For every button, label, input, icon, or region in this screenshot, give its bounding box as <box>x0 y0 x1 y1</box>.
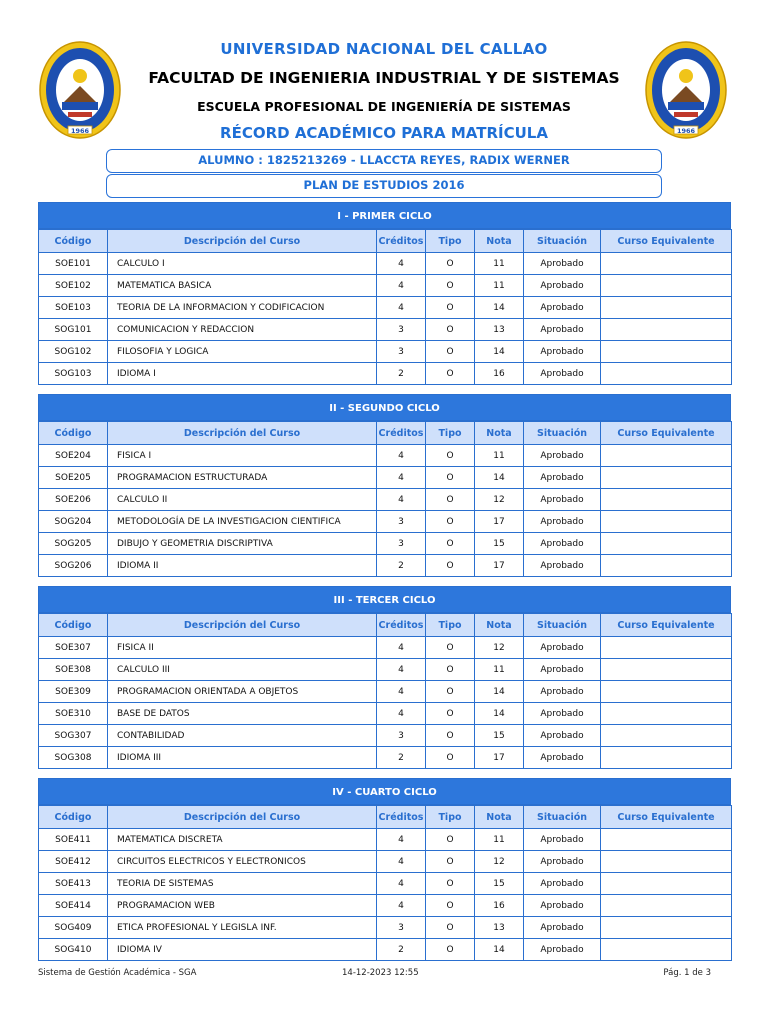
column-header: Código <box>39 230 108 253</box>
column-header: Código <box>39 422 108 445</box>
student-info-box: ALUMNO : 1825213269 - LLACCTA REYES, RADIX WERNER <box>106 149 662 173</box>
table-cell: SOE307 <box>39 637 108 659</box>
column-header: Código <box>39 614 108 637</box>
column-header: Tipo <box>426 422 475 445</box>
table-cell: O <box>426 637 475 659</box>
courses-table <box>38 421 732 577</box>
table-cell: O <box>426 533 475 555</box>
table-row <box>39 297 732 319</box>
table-cell: SOE413 <box>39 873 108 895</box>
table-cell: Aprobado <box>524 681 601 703</box>
table-cell: 14 <box>475 703 524 725</box>
table-cell: SOE205 <box>39 467 108 489</box>
column-header: Situación <box>524 230 601 253</box>
table-cell: SOE102 <box>39 275 108 297</box>
table-cell: Aprobado <box>524 829 601 851</box>
table-cell: 15 <box>475 873 524 895</box>
cycle-title: I - PRIMER CICLO <box>38 202 731 229</box>
table-cell: 14 <box>475 939 524 961</box>
table-cell <box>601 445 732 467</box>
table-row <box>39 895 732 917</box>
table-cell: PROGRAMACION WEB <box>108 895 377 917</box>
table-cell: 4 <box>377 467 426 489</box>
table-cell: O <box>426 297 475 319</box>
table-cell: 17 <box>475 747 524 769</box>
table-cell: Aprobado <box>524 533 601 555</box>
table-cell: SOE204 <box>39 445 108 467</box>
table-cell: O <box>426 253 475 275</box>
table-cell: O <box>426 917 475 939</box>
table-cell: SOG308 <box>39 747 108 769</box>
table-cell: TEORIA DE SISTEMAS <box>108 873 377 895</box>
table-cell: FISICA II <box>108 637 377 659</box>
table-cell: 4 <box>377 489 426 511</box>
table-cell <box>601 297 732 319</box>
table-cell: O <box>426 489 475 511</box>
table-cell: 2 <box>377 363 426 385</box>
table-cell: IDIOMA IV <box>108 939 377 961</box>
table-cell: SOG102 <box>39 341 108 363</box>
table-cell: 11 <box>475 445 524 467</box>
table-cell: Aprobado <box>524 489 601 511</box>
table-cell: 17 <box>475 511 524 533</box>
table-cell: SOG103 <box>39 363 108 385</box>
table-cell <box>601 511 732 533</box>
table-cell: O <box>426 467 475 489</box>
table-cell <box>601 533 732 555</box>
table-cell: Aprobado <box>524 895 601 917</box>
table-cell: SOE414 <box>39 895 108 917</box>
table-row <box>39 555 732 577</box>
table-cell: 15 <box>475 533 524 555</box>
table-cell: 13 <box>475 319 524 341</box>
courses-table <box>38 805 732 961</box>
cycle-title: II - SEGUNDO CICLO <box>38 394 731 421</box>
column-header: Descripción del Curso <box>108 614 377 637</box>
table-cell: 2 <box>377 939 426 961</box>
table-cell: SOE103 <box>39 297 108 319</box>
table-cell: SOG307 <box>39 725 108 747</box>
table-cell: SOE412 <box>39 851 108 873</box>
column-header: Créditos <box>377 230 426 253</box>
table-cell: Aprobado <box>524 917 601 939</box>
footer-system-name: Sistema de Gestión Académica - SGA <box>38 968 197 978</box>
table-cell: SOE101 <box>39 253 108 275</box>
column-header: Descripción del Curso <box>108 422 377 445</box>
cycle-section <box>38 586 731 769</box>
table-cell: 4 <box>377 873 426 895</box>
table-row <box>39 319 732 341</box>
table-cell: 14 <box>475 681 524 703</box>
table-row <box>39 275 732 297</box>
table-row <box>39 489 732 511</box>
footer-page-number: Pág. 1 de 3 <box>663 968 711 978</box>
table-cell: 4 <box>377 445 426 467</box>
table-cell: 4 <box>377 851 426 873</box>
table-cell: Aprobado <box>524 873 601 895</box>
table-cell: SOG410 <box>39 939 108 961</box>
table-cell: METODOLOGÍA DE LA INVESTIGACION CIENTIFICA <box>108 511 377 533</box>
table-row <box>39 363 732 385</box>
table-cell: O <box>426 895 475 917</box>
table-cell: Aprobado <box>524 939 601 961</box>
table-cell <box>601 341 732 363</box>
table-cell: SOE411 <box>39 829 108 851</box>
table-cell: O <box>426 747 475 769</box>
table-cell <box>601 681 732 703</box>
table-row <box>39 851 732 873</box>
table-cell: IDIOMA II <box>108 555 377 577</box>
table-cell: FISICA I <box>108 445 377 467</box>
table-cell: PROGRAMACION ORIENTADA A OBJETOS <box>108 681 377 703</box>
table-cell: Aprobado <box>524 659 601 681</box>
school-name: ESCUELA PROFESIONAL DE INGENIERÍA DE SISTEMAS <box>197 99 571 114</box>
table-cell: 4 <box>377 681 426 703</box>
cycle-title: IV - CUARTO CICLO <box>38 778 731 805</box>
table-row <box>39 829 732 851</box>
column-header: Situación <box>524 614 601 637</box>
table-row <box>39 703 732 725</box>
column-header: Curso Equivalente <box>601 230 732 253</box>
table-cell: O <box>426 873 475 895</box>
column-header: Nota <box>475 806 524 829</box>
table-cell: O <box>426 275 475 297</box>
table-cell <box>601 659 732 681</box>
table-cell <box>601 637 732 659</box>
table-cell: Aprobado <box>524 297 601 319</box>
table-cell: Aprobado <box>524 319 601 341</box>
table-cell <box>601 253 732 275</box>
table-cell: Aprobado <box>524 747 601 769</box>
table-row <box>39 445 732 467</box>
column-header: Curso Equivalente <box>601 422 732 445</box>
table-cell: 16 <box>475 363 524 385</box>
table-cell: SOE310 <box>39 703 108 725</box>
table-row <box>39 939 732 961</box>
table-cell: 17 <box>475 555 524 577</box>
column-header: Nota <box>475 614 524 637</box>
column-header: Descripción del Curso <box>108 230 377 253</box>
column-header: Nota <box>475 230 524 253</box>
courses-table <box>38 613 732 769</box>
table-cell: 14 <box>475 341 524 363</box>
table-cell: Aprobado <box>524 445 601 467</box>
table-cell <box>601 275 732 297</box>
table-cell: O <box>426 319 475 341</box>
table-cell: 12 <box>475 637 524 659</box>
table-cell: O <box>426 725 475 747</box>
column-header: Código <box>39 806 108 829</box>
table-cell: FILOSOFIA Y LOGICA <box>108 341 377 363</box>
table-cell <box>601 851 732 873</box>
table-cell: 14 <box>475 467 524 489</box>
table-cell: 15 <box>475 725 524 747</box>
study-plan-box: PLAN DE ESTUDIOS 2016 <box>106 174 662 198</box>
table-cell: MATEMATICA DISCRETA <box>108 829 377 851</box>
table-cell: 3 <box>377 341 426 363</box>
cycle-section <box>38 394 731 577</box>
table-cell: O <box>426 659 475 681</box>
table-cell: COMUNICACION Y REDACCION <box>108 319 377 341</box>
table-header-row <box>39 422 732 445</box>
table-cell: O <box>426 445 475 467</box>
column-header: Nota <box>475 422 524 445</box>
table-row <box>39 725 732 747</box>
table-cell: Aprobado <box>524 363 601 385</box>
table-cell: 14 <box>475 297 524 319</box>
table-cell: Aprobado <box>524 703 601 725</box>
table-cell: 4 <box>377 253 426 275</box>
table-cell: TEORIA DE LA INFORMACION Y CODIFICACION <box>108 297 377 319</box>
table-row <box>39 511 732 533</box>
table-cell: O <box>426 555 475 577</box>
table-cell: O <box>426 511 475 533</box>
column-header: Curso Equivalente <box>601 614 732 637</box>
table-cell: 4 <box>377 829 426 851</box>
table-cell: CONTABILIDAD <box>108 725 377 747</box>
table-cell: O <box>426 363 475 385</box>
table-cell: 11 <box>475 275 524 297</box>
table-cell: Aprobado <box>524 511 601 533</box>
table-cell: Aprobado <box>524 253 601 275</box>
table-cell: 2 <box>377 555 426 577</box>
table-cell: 3 <box>377 917 426 939</box>
table-cell: 3 <box>377 511 426 533</box>
table-cell: 3 <box>377 533 426 555</box>
table-cell: 11 <box>475 253 524 275</box>
table-cell: IDIOMA III <box>108 747 377 769</box>
table-cell <box>601 829 732 851</box>
table-cell: Aprobado <box>524 467 601 489</box>
table-cell: 13 <box>475 917 524 939</box>
table-cell: 16 <box>475 895 524 917</box>
table-cell: O <box>426 681 475 703</box>
table-row <box>39 341 732 363</box>
courses-table <box>38 229 732 385</box>
column-header: Tipo <box>426 230 475 253</box>
table-cell: Aprobado <box>524 851 601 873</box>
table-cell <box>601 319 732 341</box>
table-cell: DIBUJO Y GEOMETRIA DISCRIPTIVA <box>108 533 377 555</box>
university-name: UNIVERSIDAD NACIONAL DEL CALLAO <box>220 40 548 58</box>
table-cell <box>601 725 732 747</box>
table-cell <box>601 939 732 961</box>
table-cell: SOG206 <box>39 555 108 577</box>
table-cell: 2 <box>377 747 426 769</box>
table-cell <box>601 703 732 725</box>
table-cell: SOG204 <box>39 511 108 533</box>
table-cell <box>601 873 732 895</box>
table-cell: O <box>426 341 475 363</box>
table-cell: PROGRAMACION ESTRUCTURADA <box>108 467 377 489</box>
column-header: Tipo <box>426 806 475 829</box>
table-cell: ETICA PROFESIONAL Y LEGISLA INF. <box>108 917 377 939</box>
seal-year: 1966 <box>676 127 696 135</box>
cycle-title: III - TERCER CICLO <box>38 586 731 613</box>
table-cell: SOG409 <box>39 917 108 939</box>
table-cell <box>601 895 732 917</box>
cycle-section <box>38 778 731 961</box>
table-cell: 4 <box>377 637 426 659</box>
table-row <box>39 917 732 939</box>
table-cell: 4 <box>377 703 426 725</box>
table-cell: 12 <box>475 489 524 511</box>
table-cell: BASE DE DATOS <box>108 703 377 725</box>
table-header-row <box>39 614 732 637</box>
seal-year: 1966 <box>70 127 90 135</box>
table-cell: O <box>426 703 475 725</box>
table-row <box>39 533 732 555</box>
table-row <box>39 253 732 275</box>
column-header: Descripción del Curso <box>108 806 377 829</box>
column-header: Créditos <box>377 422 426 445</box>
table-cell: 4 <box>377 659 426 681</box>
faculty-name: FACULTAD DE INGENIERIA INDUSTRIAL Y DE SISTEMAS <box>148 69 620 87</box>
table-cell: O <box>426 851 475 873</box>
table-cell: 3 <box>377 725 426 747</box>
table-cell <box>601 489 732 511</box>
table-cell: SOE206 <box>39 489 108 511</box>
cycle-section <box>38 202 731 385</box>
column-header: Créditos <box>377 806 426 829</box>
table-row <box>39 681 732 703</box>
footer-datetime: 14-12-2023 12:55 <box>342 968 419 978</box>
table-cell: Aprobado <box>524 637 601 659</box>
table-cell: CALCULO I <box>108 253 377 275</box>
table-row <box>39 659 732 681</box>
table-cell: SOG205 <box>39 533 108 555</box>
record-title: RÉCORD ACADÉMICO PARA MATRÍCULA <box>220 124 548 142</box>
table-cell: MATEMATICA BASICA <box>108 275 377 297</box>
table-cell: CALCULO II <box>108 489 377 511</box>
table-header-row <box>39 230 732 253</box>
table-cell: Aprobado <box>524 341 601 363</box>
table-row <box>39 637 732 659</box>
table-cell: IDIOMA I <box>108 363 377 385</box>
table-cell: 4 <box>377 275 426 297</box>
column-header: Situación <box>524 422 601 445</box>
table-cell: O <box>426 829 475 851</box>
table-cell: Aprobado <box>524 725 601 747</box>
table-cell: Aprobado <box>524 275 601 297</box>
column-header: Créditos <box>377 614 426 637</box>
table-cell: 11 <box>475 659 524 681</box>
table-cell: CALCULO III <box>108 659 377 681</box>
table-cell: 11 <box>475 829 524 851</box>
table-row <box>39 873 732 895</box>
table-cell: O <box>426 939 475 961</box>
table-cell: 3 <box>377 319 426 341</box>
table-row <box>39 467 732 489</box>
table-cell: SOE309 <box>39 681 108 703</box>
table-row <box>39 747 732 769</box>
table-header-row <box>39 806 732 829</box>
table-cell <box>601 467 732 489</box>
table-cell: 4 <box>377 895 426 917</box>
column-header: Situación <box>524 806 601 829</box>
table-cell: Aprobado <box>524 555 601 577</box>
table-cell: 12 <box>475 851 524 873</box>
table-cell <box>601 747 732 769</box>
column-header: Curso Equivalente <box>601 806 732 829</box>
column-header: Tipo <box>426 614 475 637</box>
table-cell: SOG101 <box>39 319 108 341</box>
table-cell: CIRCUITOS ELECTRICOS Y ELECTRONICOS <box>108 851 377 873</box>
table-cell: SOE308 <box>39 659 108 681</box>
table-cell <box>601 363 732 385</box>
table-cell <box>601 555 732 577</box>
table-cell: 4 <box>377 297 426 319</box>
table-cell <box>601 917 732 939</box>
